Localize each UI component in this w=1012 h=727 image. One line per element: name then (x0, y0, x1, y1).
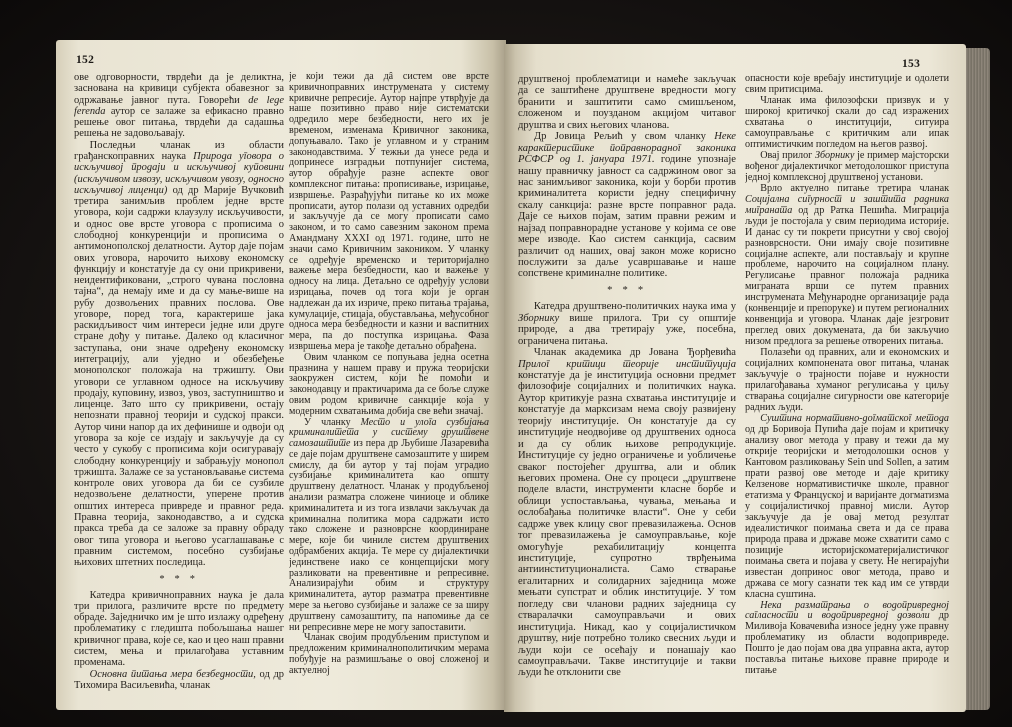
paragraph (74, 669, 284, 692)
paragraph-text: констатује да је институција основни предмет филозофије социјалних и политичких наука. Аутор критикује разна схватања институције и констатује да марксизам нема своју развијену теорију институције. Он констатује да су институције неодвојиве од друштвених односа и да су облик њихове репродукције. Институције су једно ограничење и уобличење сваког постојећег друштва, али и облик његових промена. Оне су процеси „друштвене поделе власти, инструменти класне борбе и облици успостављања, чувања, мењања и ослобађања политичке власти“. Оне у себи садрже увек клицу свог превазилажења. Основ тог превазилажења је самоуправљање, које омогућује рехабилитацију концепта институције, супротно тврђењима антиинституционалиста. Само стварање егалитарних и солидарних заједница може мењати супстрат и облик институције. У том погледу сви чланови радних заједница су стваралачки самоуправљачи и ових институција. Никад, као у социјалистичком друштву, није потребно толико свесних људи и људи који се осећају и понашају као самоуправљачи. Такве институције и такви људи ће отклонити све (518, 370, 736, 679)
paragraph (289, 418, 489, 634)
paragraph-text: ове одговорности, тврдећи да је деликтна, заснована на кривици субјекта обавезног за одржавање јавног пута. Говорећи (74, 72, 284, 106)
right-page (504, 44, 966, 712)
paragraph-text: Чланак академика др Јована Ђорђевића (533, 347, 736, 359)
text-column-left (74, 72, 284, 692)
paragraph-text: је пример мајсторски вођеног дијалектичког методолошког приступа једној комплексној друштвеној установи. (745, 149, 949, 183)
italic-title-text: Неке карактеристике поправнорадног законика РСФСР од 1. јануара 1971. (518, 131, 736, 166)
paragraph (74, 140, 284, 569)
text-column-right (745, 74, 949, 694)
paragraph-text: више прилога. Три су општије природе, а два третирају уже, посебна, ограничена питања. (518, 312, 736, 347)
page-edge-stack (966, 48, 990, 710)
paragraph-text: Овај прилог (760, 149, 815, 161)
text-column-right (289, 72, 489, 692)
paragraph-text: године упознаје нашу правничку јавност са садржином овог за нас занимљивог законика, који у борби против криминалитета користи једну специфичну скалу санкција: разне врсте поправног рада. Даје се њихов појам, затим правни режим и најзад поправнорадне установе у којима се ове мере изводе. Као систем санкција, сасвим различит од наших, овај закон може корисно послужити за даље усавршавање и наше сопствене криминалне политике. (518, 154, 736, 280)
paragraph (745, 74, 949, 96)
paragraph-text: аутор се залаже за ефикасно правно решење овог питања, тврдећи да садашња решења не задовољавају. (74, 105, 284, 140)
paragraph-text: друштвеној проблематици и намеће закључак да се заштићене друштвене вредности могу бранити и заштитити само смишљеном, сложеном и поузданом акцијом читавог друштва и свих његових чланова. (518, 74, 736, 131)
section-separator: * * * (607, 285, 647, 297)
paragraph-text: од др Тихомира Васиљевића, чланак (74, 668, 284, 691)
paragraph-text: Катедра кривичноправних наука је дала три прилога, различите врсте по предмету обраде. Заједничко им је што излажу одређену проблематику с гледишта побољшања нашег кривичног права, које се, као и цео наш правни систем, мења и прилагођава уставним променама. (74, 589, 284, 669)
page-number: 152 (76, 54, 95, 66)
paragraph-text: Катедра друштвено-политичких наука има у (533, 301, 736, 313)
paragraph-text: др Миливоја Ковачевића износе једну уже правну проблематику из области водопривреде. Пошто је дао појам ова два управна акта, аутор поставља питање њихове правне природе и питање (745, 610, 949, 677)
paragraph-text: Врло актуелно питање третира чланак (760, 182, 949, 194)
paragraph (745, 151, 949, 184)
paragraph (745, 96, 949, 151)
paragraph-text: Полазећи од правних, али и економских и социјалних компонената овог питања, чланак закључује о трајности појаве и нужности прилагођавања хуманог регулисања у циљу стварања социјалне сигурности ове категорије радних људи. (745, 347, 949, 414)
italic-title-text: Основна питања мера безбедности, (89, 668, 256, 680)
text-column-left (518, 74, 736, 694)
italic-title-text: Зборнику (815, 149, 855, 161)
paragraph-text: У чланку (304, 416, 361, 428)
paragraph-text: од др Боривоја Пупића даје појам и критичку анализу овог метода у праву и тежи да му открије теоријски и методолошки основ у Кантовом разликовању Sein und Sollen, а затим прати развој ове методе и даје критику Келзенове нормативистичке школе, правног етатизма у Француској и варијанте догматизма у социјалистичкој правној мисли. Аутор закључује да је овај метод резултат идеалистичког поимања света и да се права природа права и државе може схватити само с позиције историјскоматеријалистичког поимања света и појава у свету. Не негирајући известан допринос овог метода, право и држава се могу сазнати тек кад им се утврди класна суштина. (745, 424, 949, 600)
paragraph-text: Чланак својим продубљеним приступом и предложеним криминалнополитичким мерама побуђује на размишљање о овој сложеној и актуелној (289, 632, 489, 676)
paragraph-text: Чланак има филозофски призвук и у широкој критичкој скали до сад изражених схватања о институцији, ситуира самоуправљање с критичким али ипак оптимистичким погледом на његов развој. (745, 94, 949, 150)
paragraph (518, 347, 736, 679)
page-number: 153 (902, 58, 921, 70)
section-separator: * * * (159, 573, 199, 585)
paragraph-text: од др Марије Вучковић третира занимљив проблем једне врсте уговора, који садржи клаузулу искључивости, и однос ове врсте уговора с прописима о слободној конкуренцији и прописима о антимонополској делатности. Аутор даје појам ових уговора, нарочито њихову економску функцију и констатује да су они прикривени, неидентификовани, „строго чувана пословна тајна“, да немају име и да су мање-више на рубу дозвољених правних послова. Ове уговоре, поред тога, карактерише јака раскидљивост чим интереси једне или друге стране дођу у питање. Далеко од класичног заступања, они значе одређену економску интеграцију, али уједно и обезбеђење монополског положаја на тржишту. Ови уговори се углавном односе на искључиву продају, куповину, извоз, увоз, заступништво и лиценце. Зато што су прикривени, остају непознати правној теорији и судској пракси. Аутор чини напор да их дефинише и одвоји од уговора за које се издају и закључује да су често у сукобу с прописима који осигуравају слободну конкуренцију и забрањују монопол тржишта. Залаже се за установљавање система контроле ових уговора да би се сузбиле недозвољене делатности, уперене против општих интереса привреде и правног реда. Правна теорија, законодавство, а и судска пракса треба да се заложе за правну обраду овог типа уговора и његово усаглашавање с правним системом, посебно сузбијање њихових штетних последица. (74, 184, 284, 569)
paragraph-text: Последњи чланак из области грађанскоправних наука (74, 139, 284, 162)
paragraph (518, 301, 736, 347)
paragraph (74, 72, 284, 140)
italic-title-text: Природа уговора о искључивој продаји и искључивој куповини (искључивом извозу, искључивом увозу, односно искључивој лиценци) (74, 150, 284, 196)
italic-title-text: Суштина нормативно-догматског метода (760, 413, 949, 425)
paragraph-text: од др Ратка Пешића. Миграција људи је постојала у свим периодима историје. И данас су ти покрети присутни у свој својој разноврсности. Они имају своје позитивне социјалне аспекте, али постављају и крупне проблеме, нарочито на социјалном плану. Регулисање правног положаја радника миграната врши се путем правних инструмената Међународне организације рада (конвенције и препоруке) и путем регионалних конвенција и уговора. Чланак даје језгровит преглед ових докумената, да би закључио низом предлога за решење отворених питања. (745, 204, 949, 348)
paragraph (745, 348, 949, 414)
paragraph (289, 353, 489, 418)
paragraph (745, 414, 949, 600)
italic-title-text: Социјална сигурност и заштита радника миграната (745, 193, 949, 216)
paragraph (518, 131, 736, 280)
italic-title-text: Прилог критици теорије институција (518, 358, 736, 370)
paragraph (289, 72, 489, 353)
paragraph-text: Др Јовица Рељић у свом чланку (533, 131, 715, 143)
paragraph (74, 590, 284, 669)
italic-title-text: Зборнику (518, 312, 560, 324)
italic-title-text: Нека разматрања о водопривредној сагласности и водопривредној дозволи (745, 599, 949, 622)
left-page (56, 40, 506, 710)
paragraph (745, 601, 949, 678)
paragraph (518, 74, 736, 131)
paragraph-text: опасности које вребају институције и одолети свим притисцима. (745, 74, 949, 95)
paragraph (745, 184, 949, 349)
paragraph-text: из пера др Љубише Лазаревића се даје појам друштвене самозаштите у ширем смислу, да би аутор у тај појам уградио сузбијање криминалитета као општу друштвену делатност. Чланак у продубљеној анализи разматра сложене чиниоце и облике криминалитета и из тога извлачи закључак да криминална политика мора садржати исто тако сложене и разноврсне координиране мере, које би чиниле систем друштвених одбрамбених акција. Те мере су дијалектички јединствене иако се концепцијски могу разликовати на превентивне и репресивне. Анализирајући обим и структуру криминалитета, аутор разматра превентивне мере за његово сузбијање и залаже се за ширу друштвену самозаштиту, па напомиње да се ни репресивне мере не могу запоставити. (289, 438, 489, 633)
paragraph (289, 633, 489, 676)
paragraph-text: је који тежи да дâ систем ове врсте кривичноправних инструмената у систему кривичне репресије. Аутор најпре утврђује да наше позитивно право није систематски одредило мере безбедности, него их је временом, изменама Кривичног законика, допуњавало. Тако је углавном и у страним законодавствима. У тежњи да унесе реда и допринесе изградњи потпунијег система, аутор обрађује разне аспекте овог комплексног питања: прописивање, изрицање, извршење. Разрађујући питање ко их може прописати, аутор полази од уставних одредби и закључује да се могу прописати само законом, и то само савезним законом према Амандману XXXI од 1971. године, што не значи само Кривичним закоником. У чланку се одређује временско и територијално важење мера безбедности, као и важење у односу на лица. Детаљно се одређују услови изрицања, почев од тога који је орган надлежан да их изриче, преко питања трајања, кумулације, стицаја, обустављања, међусобног односа мера безбедности и казни и васпитних мера, па до поступка изрицања. Фаза извршења мера је такође детаљно обрађена. (289, 72, 489, 352)
italic-title-text: de lege ferenda (74, 94, 284, 117)
italic-title-text: Место и улога сузбијања криминалитета у систему друштвене самозаштите (289, 416, 489, 450)
paragraph-text: Овим чланком се попуњава једна осетна празнина у нашем праву и пружа теоријски заокружен систем, који ће помоћи и законодавцу и практичарима да се боље служе овим родом кривичне санкције која у модерним схватањима добија све већи значај. (289, 351, 489, 417)
